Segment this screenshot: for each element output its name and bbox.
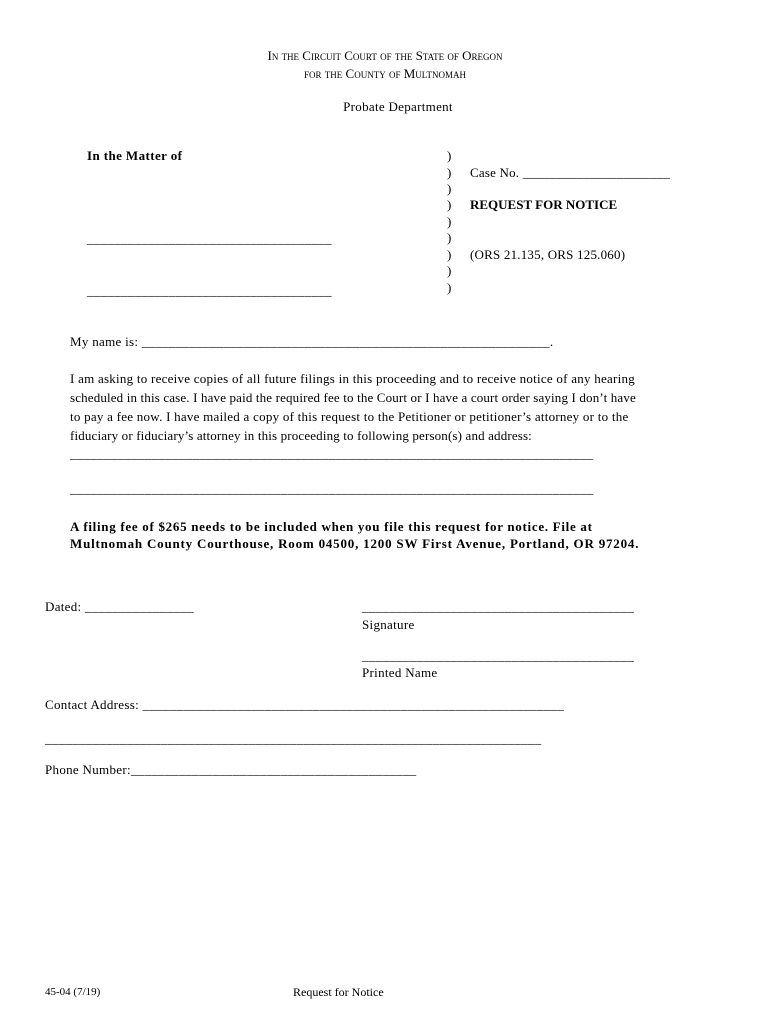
paren: ) — [447, 181, 452, 196]
filing-fee-notice-line2: Multnomah County Courthouse, Room 04500, 1200 SW First Avenue, Portland, OR 97204. — [70, 536, 640, 551]
paren: ) — [447, 247, 452, 262]
contact-address-field: Contact Address: ______________________________________________________________ — [45, 697, 565, 712]
signature-label: Signature — [362, 617, 415, 632]
paren: ) — [447, 280, 452, 295]
printed-name-label: Printed Name — [362, 665, 438, 680]
my-name-field: My name is: ____________________________________________________________. — [70, 334, 554, 349]
paren: ) — [447, 263, 452, 278]
recipient-address-blank-2: _____________________________________________________________________________ — [70, 481, 594, 496]
party-name-blank-2: ____________________________________ — [87, 283, 332, 298]
statute-reference: (ORS 21.135, ORS 125.060) — [470, 247, 626, 262]
form-number: 45-04 (7/19) — [45, 986, 101, 998]
case-number-field: Case No. ______________________ — [470, 165, 671, 180]
phone-number-field: Phone Number:__________________________________________ — [45, 762, 417, 777]
request-paragraph-line: fiduciary or fiduciary’s attorney in this proceeding to following person(s) and address: — [70, 428, 532, 443]
contact-address-blank: _________________________________________________________________________ — [45, 731, 542, 746]
department-label: Probate Department — [343, 99, 453, 114]
recipient-address-blank-1: _____________________________________________________________________________ — [70, 446, 594, 461]
filing-fee-notice-line1: A filing fee of $265 needs to be included when you file this request for notice. File at — [70, 519, 593, 534]
paren: ) — [447, 230, 452, 245]
paren: ) — [447, 197, 452, 212]
paren: ) — [447, 214, 452, 229]
dated-field: Dated: ________________ — [45, 599, 194, 614]
request-paragraph-line: to pay a fee now. I have mailed a copy of this request to the Petitioner or petitioner’s attorney or to the — [70, 409, 629, 424]
court-name-line2: for the County of Multnomah — [304, 66, 466, 81]
printed-name-blank: ________________________________________ — [362, 648, 634, 663]
footer-title: Request for Notice — [293, 985, 384, 999]
court-name-line1: In the Circuit Court of the State of Oregon — [267, 48, 503, 63]
request-paragraph-line: I am asking to receive copies of all future filings in this proceeding and to receive notice of any hearing — [70, 371, 635, 386]
paren: ) — [447, 148, 452, 163]
request-paragraph-line: scheduled in this case. I have paid the required fee to the Court or I have a court order saying I don’t have — [70, 390, 636, 405]
paren: ) — [447, 165, 452, 180]
signature-blank: ________________________________________ — [362, 599, 634, 614]
in-the-matter-label: In the Matter of — [87, 148, 183, 163]
document-title: REQUEST FOR NOTICE — [470, 197, 618, 212]
party-name-blank-1: ____________________________________ — [87, 231, 332, 246]
